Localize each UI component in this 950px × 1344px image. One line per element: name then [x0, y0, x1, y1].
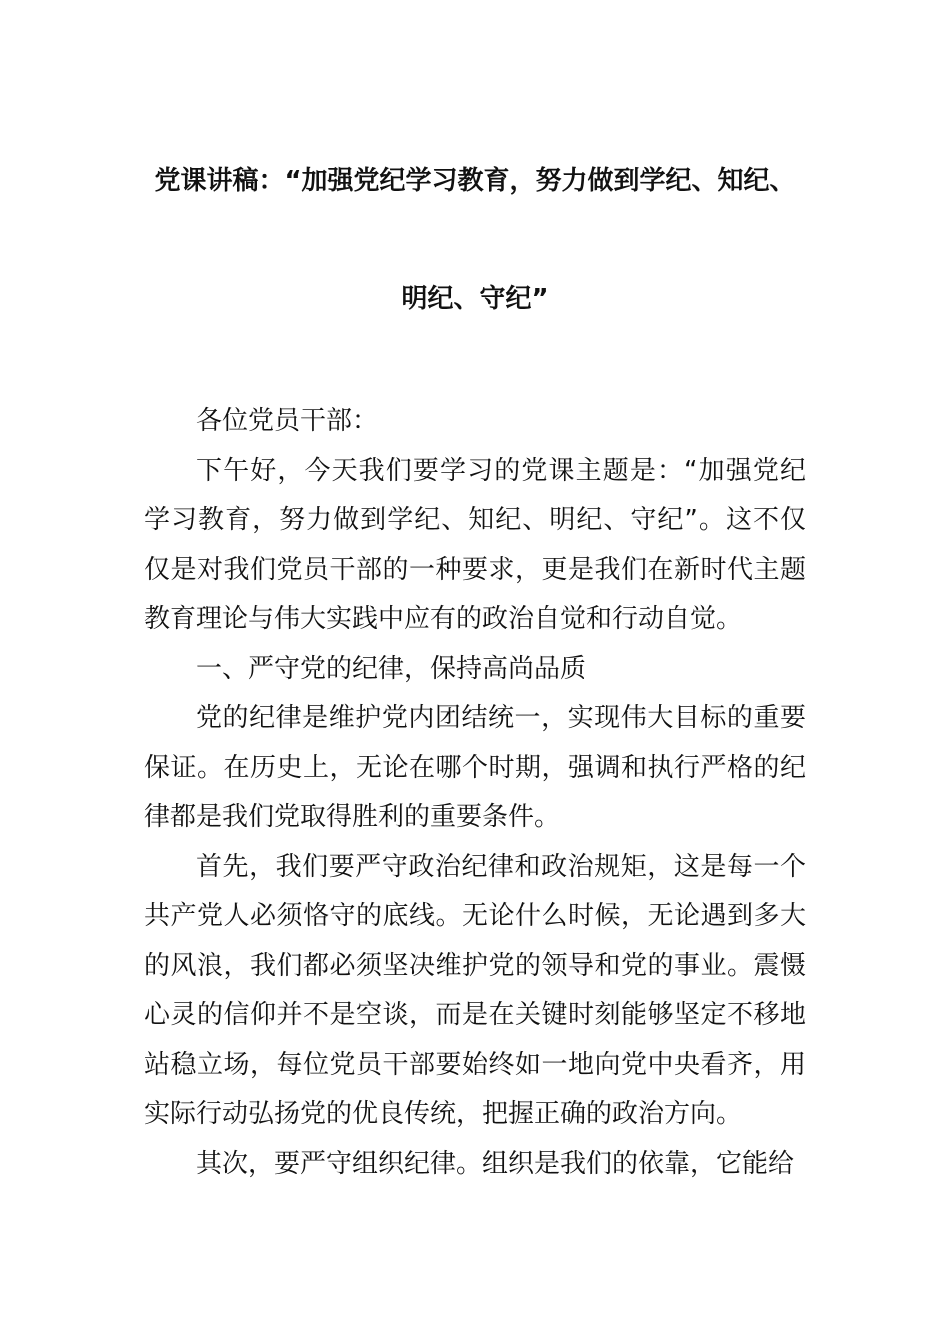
paragraph-second: 其次，要严守组织纪律。组织是我们的依靠，它能给: [196, 1148, 795, 1179]
section-heading-1: 一、严守党的纪律，保持高尚品质: [196, 653, 587, 684]
paragraph-first: 首先，我们要严守政治纪律和政治规矩，这是每一个共产党人必须恪守的底线。无论什么时候，无论遇到多大的风浪，我们都必须坚决维护党的领导和党的事业。震慑心灵的信仰并不是空谈，而是在关键时刻能够坚定不移地站稳立场，每位党员干部要始终如一地向党中央看齐，用实际行动弘扬党的优良传统，把握正确的政治方向。: [144, 851, 806, 1129]
document-body: [144, 397, 806, 1189]
paragraph-discipline: 党的纪律是维护党内团结统一，实现伟大目标的重要保证。在历史上，无论在哪个时期，强调和执行严格的纪律都是我们党取得胜利的重要条件。: [144, 703, 806, 832]
paragraph-greeting: 下午好，今天我们要学习的党课主题是：“加强党纪学习教育，努力做到学纪、知纪、明纪、守纪”。这不仅仅是对我们党员干部的一种要求，更是我们在新时代主题教育理论与伟大实践中应有的政治自觉和行动自觉。: [144, 455, 806, 634]
title-line-2: 明纪、守纪”: [401, 284, 549, 314]
salutation: 各位党员干部：: [196, 406, 379, 436]
title-line-1: 党课讲稿：“加强党纪学习教育，努力做到学纪、知纪、: [154, 166, 796, 196]
